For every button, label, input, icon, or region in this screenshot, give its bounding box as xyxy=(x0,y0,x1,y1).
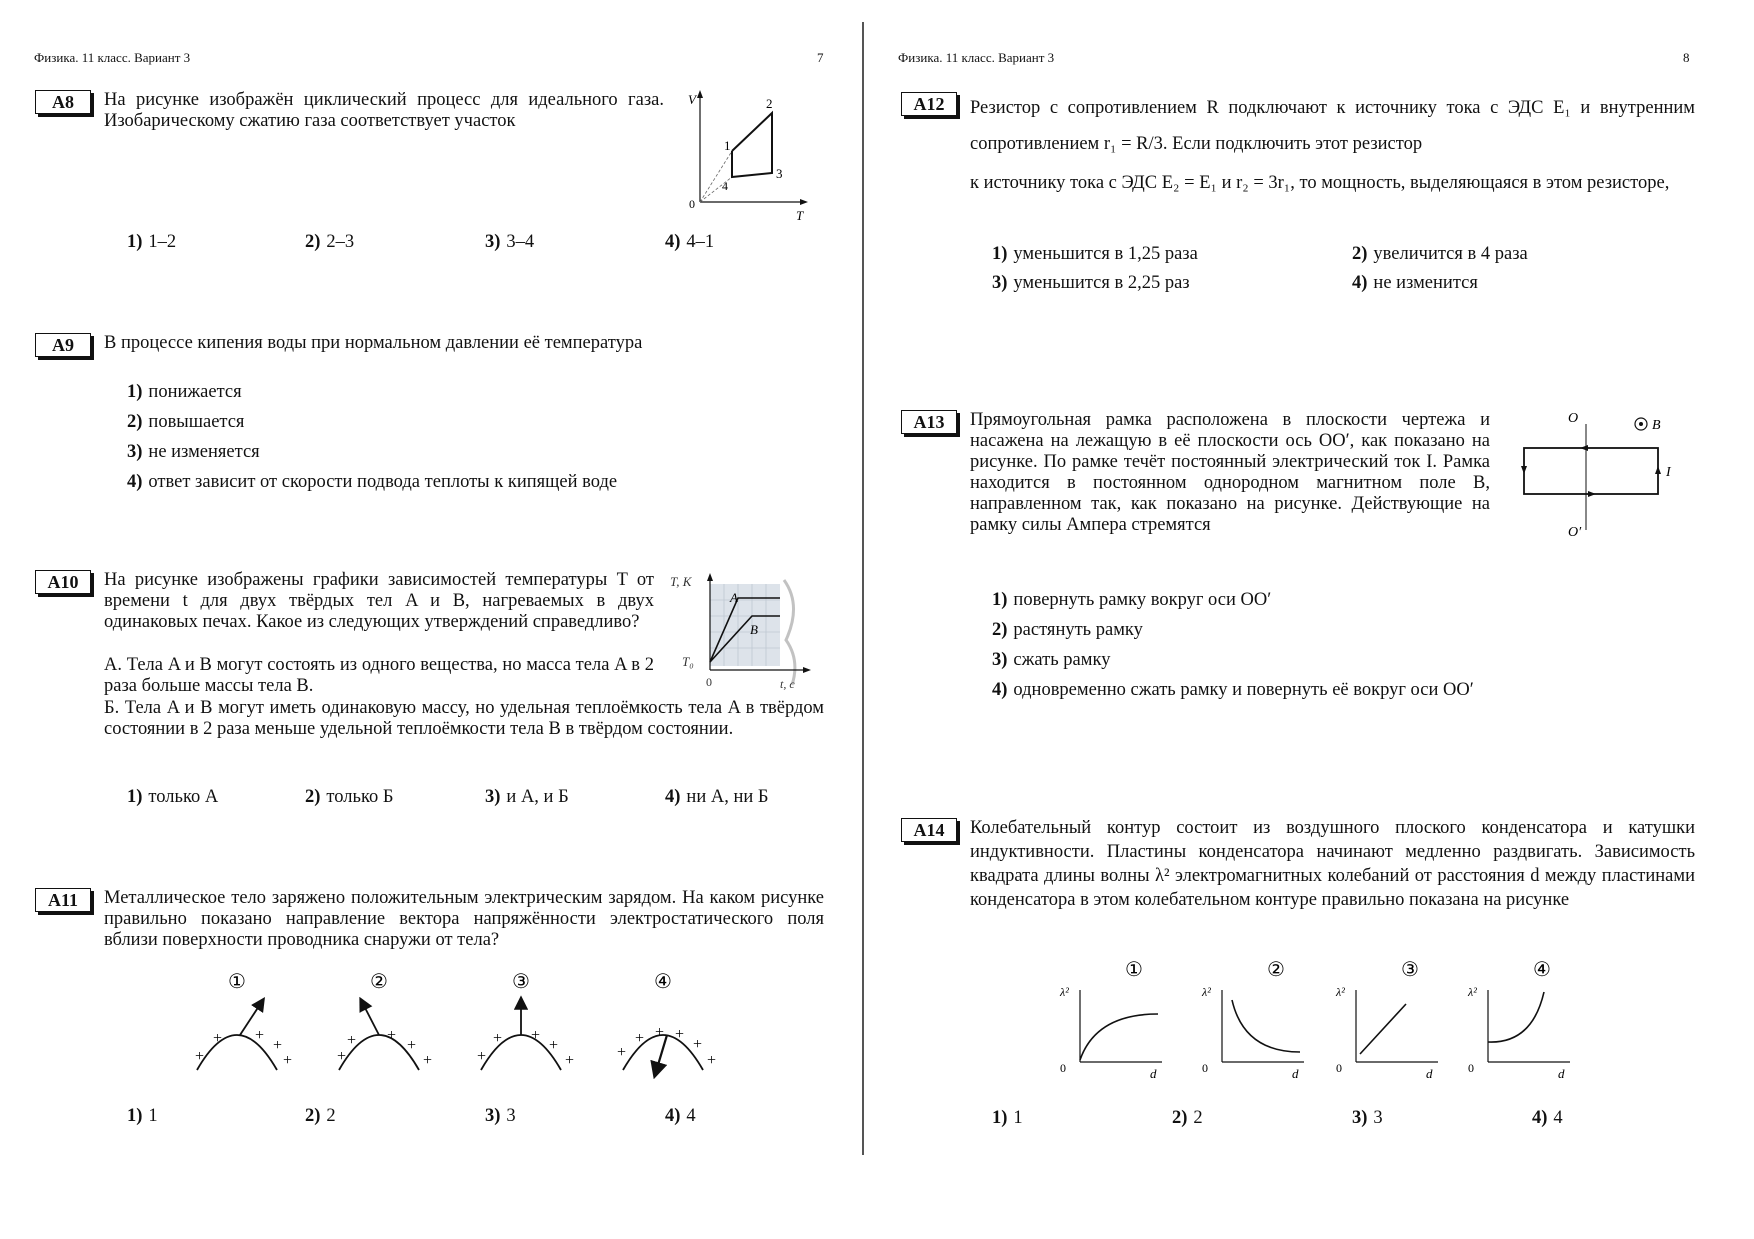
svg-text:+: + xyxy=(617,1044,627,1061)
a8-cycle-diagram xyxy=(686,90,811,222)
svg-text:λ²: λ² xyxy=(1060,985,1069,999)
a14-option-1[interactable]: 1) 1 xyxy=(992,1108,1023,1128)
svg-text:+: + xyxy=(407,1037,417,1054)
left-page xyxy=(0,0,862,1239)
a13-option-1[interactable]: 1) повернуть рамку вокруг оси OO′ xyxy=(992,590,1272,610)
a8-option-3[interactable]: 3) 3–4 xyxy=(485,232,535,252)
a10-axis-y: T, K xyxy=(670,574,692,589)
svg-text:+: + xyxy=(655,1024,665,1041)
a13-option-3[interactable]: 3) сжать рамку xyxy=(992,650,1111,670)
a14-option-4[interactable]: 4) 4 xyxy=(1532,1108,1563,1128)
a11-option-2[interactable]: 2) 2 xyxy=(305,1106,336,1126)
page-number: 7 xyxy=(817,50,824,65)
svg-text:λ²: λ² xyxy=(1468,985,1477,999)
a8-option-2[interactable]: 2) 2–3 xyxy=(305,232,355,252)
a10-origin: 0 xyxy=(706,675,712,689)
svg-text:d: d xyxy=(1150,1066,1157,1081)
svg-text:0: 0 xyxy=(1202,1061,1208,1075)
a8-axis-y: V xyxy=(688,92,696,107)
question-label-a14: A14 xyxy=(901,818,957,842)
a13-option-4[interactable]: 4) одновременно сжать рамку и повернуть её вокруг оси OO′ xyxy=(992,680,1474,700)
question-label-a8: A8 xyxy=(35,90,91,114)
question-text-a9: В процессе кипения воды при нормальном давлении её температура xyxy=(104,333,643,353)
a9-option-4[interactable]: 4) ответ зависит от скорости подвода теплоты к кипящей воде xyxy=(127,472,618,492)
a14-graph-3 xyxy=(1335,959,1438,1081)
a8-point-3: 3 xyxy=(776,166,783,181)
svg-text:+: + xyxy=(635,1030,645,1047)
svg-text:+: + xyxy=(493,1030,503,1047)
a12-option-2[interactable]: 2) увеличится в 4 раза xyxy=(1352,244,1528,264)
question-label-a9: A9 xyxy=(35,333,91,357)
a11-option-3[interactable]: 3) 3 xyxy=(485,1106,516,1126)
svg-text:③: ③ xyxy=(1401,959,1419,981)
svg-text:+: + xyxy=(707,1052,717,1069)
a12-option-3[interactable]: 3) уменьшится в 2,25 раз xyxy=(992,273,1190,293)
question-label-a10: A10 xyxy=(35,570,91,594)
question-text-a11: Металлическое тело заряжено положительным электрическим зарядом. На каком рисунке правильно показано направление вектора напряжённости электростатического поля вблизи поверхности проводника снаружи от тела? xyxy=(104,888,824,950)
page-header: Физика. 11 класс. Вариант 3 xyxy=(34,50,191,65)
page-divider xyxy=(862,22,864,1155)
a9-option-2[interactable]: 2) повышается xyxy=(127,412,245,432)
svg-text:d: d xyxy=(1292,1066,1299,1081)
a14-option-2[interactable]: 2) 2 xyxy=(1172,1108,1203,1128)
svg-text:+: + xyxy=(195,1048,205,1065)
svg-text:d: d xyxy=(1426,1066,1433,1081)
question-label-a12: A12 xyxy=(901,92,957,116)
a11-option-1[interactable]: 1) 1 xyxy=(127,1106,158,1126)
svg-text:+: + xyxy=(675,1026,685,1043)
a10-label-b: B xyxy=(750,622,758,637)
svg-text:+: + xyxy=(423,1052,433,1069)
svg-text:λ²: λ² xyxy=(1202,985,1211,999)
a9-option-3[interactable]: 3) не изменяется xyxy=(127,442,260,462)
a14-graph-4 xyxy=(1467,959,1570,1081)
a14-option-3[interactable]: 3) 3 xyxy=(1352,1108,1383,1128)
a13-current-i: I xyxy=(1666,465,1671,480)
a10-t0: T₀ xyxy=(682,654,694,669)
svg-text:d: d xyxy=(1558,1066,1565,1081)
svg-text:④: ④ xyxy=(1533,959,1551,981)
a9-option-1[interactable]: 1) понижается xyxy=(127,382,242,402)
svg-text:④: ④ xyxy=(654,971,672,993)
a8-origin: 0 xyxy=(689,197,695,211)
question-text-a8: На рисунке изображён циклический процесс для идеального газа. Изобарическому сжатию газа соответствует участок xyxy=(104,90,664,131)
question-text-a10: На рисунке изображены графики зависимостей температуры T от времени t для двух твёрдых тел A и B, нагреваемых в двух одинаковых печах. Какое из следующих утверждений справедливо? xyxy=(104,570,654,632)
svg-text:+: + xyxy=(693,1036,703,1053)
a10-statement-a: А. Тела A и B могут состоять из одного вещества, но масса тела A в 2 раза больше массы тела B. xyxy=(104,655,654,696)
page-header: Физика. 11 класс. Вариант 3 xyxy=(898,50,1055,65)
a8-option-4[interactable]: 4) 4–1 xyxy=(665,232,715,252)
a13-frame-diagram xyxy=(1516,410,1686,545)
a13-option-2[interactable]: 2) растянуть рамку xyxy=(992,620,1143,640)
svg-text:+: + xyxy=(213,1030,223,1047)
a10-option-3[interactable]: 3) и А, и Б xyxy=(485,787,569,807)
svg-text:+: + xyxy=(549,1037,559,1054)
svg-text:+: + xyxy=(337,1048,347,1065)
svg-text:②: ② xyxy=(1267,959,1285,981)
a10-statement-b: Б. Тела A и B могут иметь одинаковую массу, но удельная теплоёмкость тела A в твёрдом состоянии в 2 раза меньше удельной теплоёмкости тела B в твёрдом состоянии. xyxy=(104,698,824,739)
question-label-a11: A11 xyxy=(35,888,91,912)
a13-axis-o-prime: O′ xyxy=(1568,525,1582,540)
svg-text:+: + xyxy=(347,1032,357,1049)
a10-option-1[interactable]: 1) только А xyxy=(127,787,219,807)
a10-label-a: A xyxy=(730,590,738,605)
svg-text:0: 0 xyxy=(1060,1061,1066,1075)
a11-figure-4 xyxy=(617,971,716,1075)
a14-graph-1 xyxy=(1059,959,1162,1081)
svg-text:+: + xyxy=(255,1027,265,1044)
svg-text:①: ① xyxy=(228,971,246,993)
a8-point-2: 2 xyxy=(766,96,773,111)
a10-temperature-graph xyxy=(668,570,813,695)
a10-axis-x: t, с xyxy=(780,677,795,691)
a8-option-1[interactable]: 1) 1–2 xyxy=(127,232,177,252)
svg-text:+: + xyxy=(273,1037,283,1054)
a11-figure-2 xyxy=(337,971,432,1070)
svg-text:λ²: λ² xyxy=(1336,985,1345,999)
question-text-a12: Резистор с сопротивлением R подключают к источнику тока с ЭДС E₁ и внутренним сопротивлением r₁ = R/3. Если подключить этот резистор xyxy=(970,98,1695,154)
page-number: 8 xyxy=(1683,50,1690,65)
a8-point-4: 4 xyxy=(722,179,728,193)
a14-graphs xyxy=(1060,952,1606,1082)
svg-text:+: + xyxy=(531,1027,541,1044)
svg-text:+: + xyxy=(387,1027,397,1044)
svg-text:+: + xyxy=(283,1052,293,1069)
a11-option-4[interactable]: 4) 4 xyxy=(665,1106,696,1126)
question-label-a13: A13 xyxy=(901,410,957,434)
svg-text:③: ③ xyxy=(512,971,530,993)
a8-axis-x: T xyxy=(796,208,804,223)
svg-text:②: ② xyxy=(370,971,388,993)
svg-text:+: + xyxy=(565,1052,575,1069)
a14-graph-2 xyxy=(1201,959,1304,1081)
question-text-a13: Прямоугольная рамка расположена в плоскости чертежа и насажена на лежащую в её плоскости ось OO′, как показано на рисунке. По рамке течёт постоянный электрический ток I. Рамка находится в постоянном однородном магнитном поле B, направленном так, как показано на рисунке. Действующие на рамку силы Ампера стремятся xyxy=(970,410,1490,535)
a10-option-2[interactable]: 2) только Б xyxy=(305,787,394,807)
svg-text:+: + xyxy=(477,1048,487,1065)
a13-field-b: B xyxy=(1652,418,1661,433)
a10-option-4[interactable]: 4) ни А, ни Б xyxy=(665,787,769,807)
svg-text:①: ① xyxy=(1125,959,1143,981)
a12-option-1[interactable]: 1) уменьшится в 1,25 раза xyxy=(992,244,1198,264)
a11-figure-1 xyxy=(195,971,292,1070)
a11-field-figures xyxy=(185,965,765,1075)
svg-text:0: 0 xyxy=(1336,1061,1342,1075)
a12-option-4[interactable]: 4) не изменится xyxy=(1352,273,1478,293)
question-text-a14: Колебательный контур состоит из воздушного плоского конденсатора и катушки индуктивности. Пластины конденсатора начинают медленно раздвигать. Зависимость квадрата длины волны λ² электромагнитных колебаний от расстояния d между пластинами конденсатора в этом колебательном контуре правильно показана на рисунке xyxy=(970,818,1695,910)
a8-point-1: 1 xyxy=(724,138,731,153)
a11-figure-3 xyxy=(477,971,574,1070)
svg-text:0: 0 xyxy=(1468,1061,1474,1075)
a13-axis-o: O xyxy=(1568,411,1579,426)
question-text-a12-cont: к источнику тока с ЭДС E₂ = E₁ и r₂ = 3r₁, то мощность, выделяющаяся в этом резисторе, xyxy=(970,173,1670,193)
right-page xyxy=(866,0,1754,1239)
